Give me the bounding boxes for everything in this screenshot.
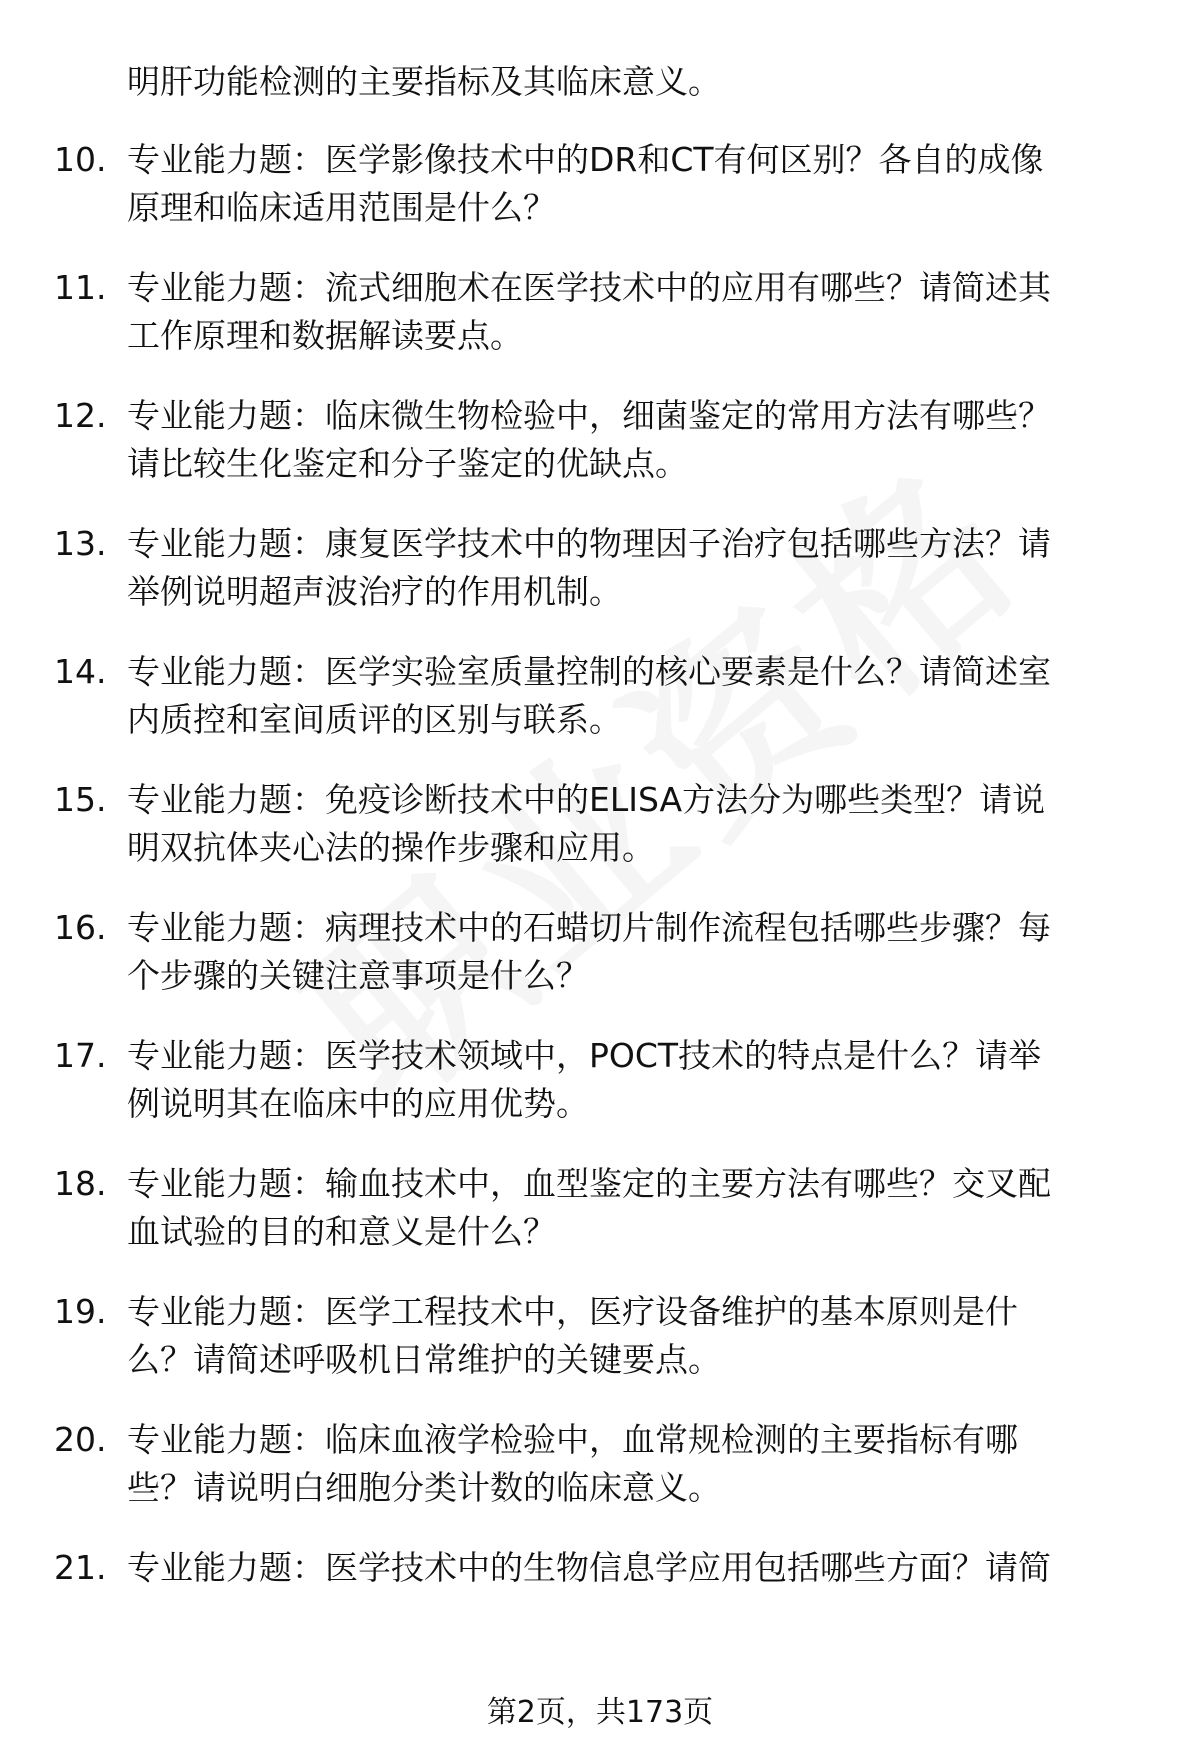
- question-text-line: 专业能力题：病理技术中的石蜡切片制作流程包括哪些步骤？每: [127, 908, 1051, 947]
- question-text-line: 请比较生化鉴定和分子鉴定的优缺点。: [127, 444, 688, 483]
- question-item: [0, 904, 1200, 1032]
- question-text-line: 举例说明超声波治疗的作用机制。: [127, 572, 622, 611]
- question-text-line: 专业能力题：医学技术领域中，POCT技术的特点是什么？请举: [127, 1036, 1042, 1075]
- question-text-line: 专业能力题：医学技术中的生物信息学应用包括哪些方面？请简: [127, 1548, 1051, 1587]
- question-item: [0, 264, 1200, 392]
- question-text-line: 专业能力题：临床微生物检验中，细菌鉴定的常用方法有哪些？: [127, 396, 1051, 435]
- question-text-line: 例说明其在临床中的应用优势。: [127, 1084, 589, 1123]
- question-item: [0, 1032, 1200, 1160]
- question-number: 18.: [54, 1164, 107, 1203]
- question-text-line: 专业能力题：免疫诊断技术中的ELISA方法分为哪些类型？请说: [127, 780, 1046, 819]
- question-number: 21.: [54, 1548, 107, 1587]
- question-text-line: 原理和临床适用范围是什么？: [127, 188, 556, 227]
- question-text-line: 明双抗体夹心法的操作步骤和应用。: [127, 828, 655, 867]
- question-item: [0, 776, 1200, 904]
- question-item: [0, 520, 1200, 648]
- question-text-line: 么？请简述呼吸机日常维护的关键要点。: [127, 1340, 721, 1379]
- question-text-line: 血试验的目的和意义是什么？: [127, 1212, 556, 1251]
- question-text-line: 专业能力题：输血技术中，血型鉴定的主要方法有哪些？交叉配: [127, 1164, 1051, 1203]
- question-number: 17.: [54, 1036, 107, 1075]
- question-text-line: 工作原理和数据解读要点。: [127, 316, 523, 355]
- question-number: 20.: [54, 1420, 107, 1459]
- question-number: 13.: [54, 524, 107, 563]
- question-number: 11.: [54, 268, 107, 307]
- continuation-text: 明肝功能检测的主要指标及其临床意义。: [127, 62, 721, 101]
- question-text-line: 专业能力题：医学工程技术中，医疗设备维护的基本原则是什: [127, 1292, 1018, 1331]
- question-item: [0, 1288, 1200, 1416]
- question-list: [0, 136, 1200, 1672]
- question-text-line: 专业能力题：医学实验室质量控制的核心要素是什么？请简述室: [127, 652, 1051, 691]
- question-text-line: 专业能力题：临床血液学检验中，血常规检测的主要指标有哪: [127, 1420, 1018, 1459]
- question-text-line: 专业能力题：流式细胞术在医学技术中的应用有哪些？请简述其: [127, 268, 1051, 307]
- question-item: [0, 648, 1200, 776]
- question-text-line: 内质控和室间质评的区别与联系。: [127, 700, 622, 739]
- question-item: [0, 1544, 1200, 1672]
- question-number: 16.: [54, 908, 107, 947]
- question-item: [0, 1416, 1200, 1544]
- question-text-line: 专业能力题：康复医学技术中的物理因子治疗包括哪些方法？请: [127, 524, 1051, 563]
- question-text-line: 个步骤的关键注意事项是什么？: [127, 956, 589, 995]
- question-number: 19.: [54, 1292, 107, 1331]
- question-text-line: 些？请说明白细胞分类计数的临床意义。: [127, 1468, 721, 1507]
- question-item: [0, 136, 1200, 264]
- question-text-line: 专业能力题：医学影像技术中的DR和CT有何区别？各自的成像: [127, 140, 1044, 179]
- question-number: 15.: [54, 780, 107, 819]
- question-item: [0, 392, 1200, 520]
- question-number: 10.: [54, 140, 107, 179]
- question-item: [0, 1160, 1200, 1288]
- page-number-footer: 第2页，共173页: [486, 1695, 714, 1730]
- question-number: 14.: [54, 652, 107, 691]
- question-number: 12.: [54, 396, 107, 435]
